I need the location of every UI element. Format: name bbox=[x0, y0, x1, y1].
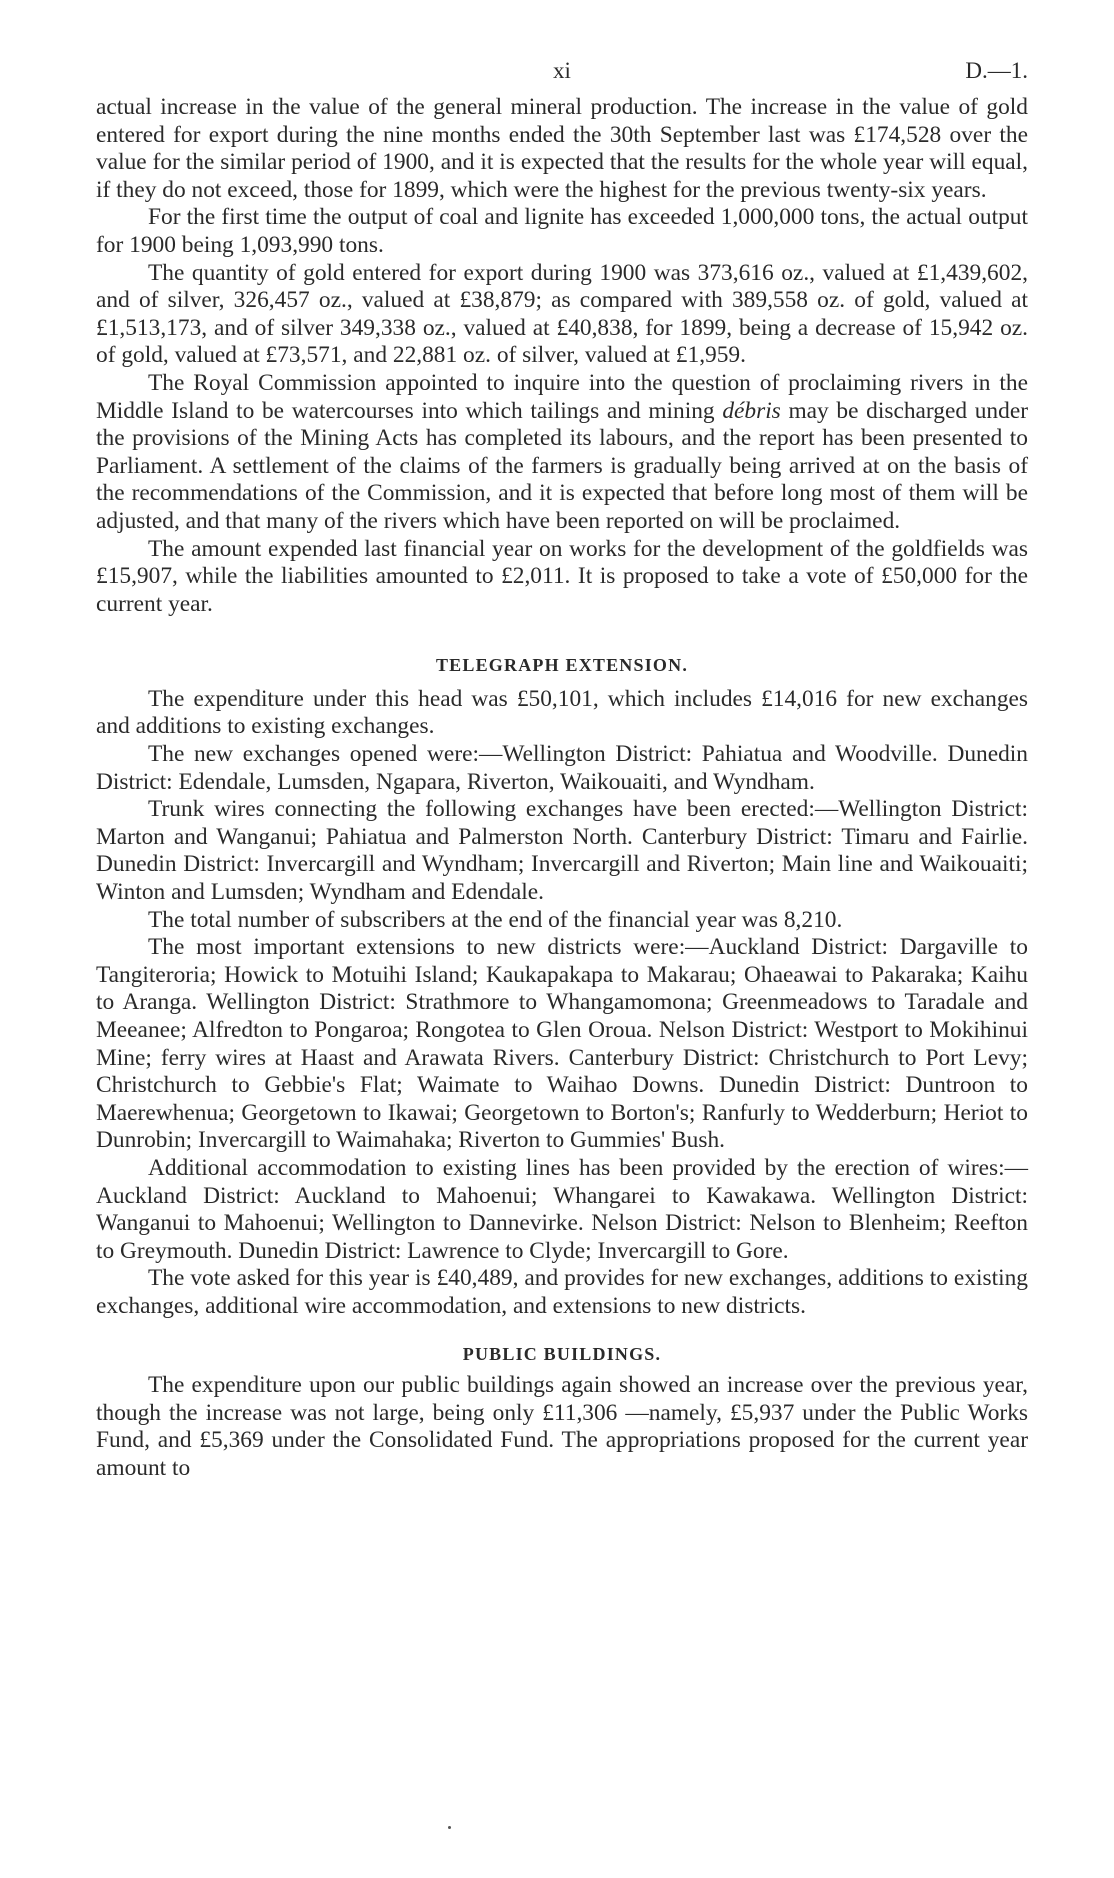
page-header bbox=[96, 58, 1028, 94]
paragraph: The new exchanges opened were:—Wellington District: Pahiatua and Woodville. Dunedin District: Edendale, Lumsden, Ngapara, Riverton, Waikouaiti, and Wyndham. bbox=[96, 741, 1028, 795]
paragraph: Trunk wires connecting the following exchanges have been erected:—Wellington District: Marton and Wanganui; Pahiatua and Palmerston North. Canterbury District: Timaru and Fairlie. Dunedin District: Invercargill and Wyndham; Invercargill and Riverton; Main line and Waikouaiti; Winton and Lumsden; Wyndham and Edendale. bbox=[96, 796, 1028, 906]
paragraph bbox=[96, 370, 1028, 536]
document-page bbox=[96, 58, 1028, 1483]
paragraph-text: may be discharged under the provisions of the Mining Acts has completed its labours, and the report has been presented to Parliament. A settlement of the claims of the farmers is gradually being arrived at on the basis of the recommendations of the Commission, and it is expected that before long most of them will be adjusted, and that many of the rivers which have been reported on will be proclaimed. bbox=[96, 397, 1028, 534]
paragraph: Additional accommodation to existing lines has been provided by the erection of wires:—Auckland District: Auckland to Mahoenui; Whangarei to Kawakawa. Wellington District: Wanganui to Mahoenui; Wellington to Dannevirke. Nelson District: Nelson to Blenheim; Reefton to Greymouth. Dunedin District: Lawrence to Clyde; Invercargill to Gore. bbox=[96, 1154, 1028, 1264]
paragraph: The expenditure under this head was £50,101, which includes £14,016 for new exchanges and additions to existing exchanges. bbox=[96, 685, 1028, 740]
document-reference: D.—1. bbox=[965, 58, 1028, 83]
mining-section bbox=[96, 94, 1028, 618]
paragraph: The total number of subscribers at the end of the financial year was 8,210. bbox=[148, 906, 843, 933]
page-body bbox=[96, 94, 1028, 1483]
public-buildings-section bbox=[96, 1372, 1028, 1482]
italic-term: débris bbox=[722, 397, 781, 424]
page-number: xi bbox=[553, 58, 571, 83]
paragraph: The expenditure upon our public buildings again showed an increase over the previous year, though the increase was not large, being only £11,306 —namely, £5,937 under the Public Works Fund, and £5,369 under the Consolidated Fund. The appropriations proposed for the current year amount to bbox=[96, 1372, 1028, 1481]
paragraph: The vote asked for this year is £40,489, and provides for new exchanges, additions to existing exchanges, additional wire accommodation, and extensions to new districts. bbox=[96, 1265, 1028, 1319]
paragraph: actual increase in the value of the general mineral production. The increase in the value of gold entered for export during the nine months ended the 30th September last was £174,528 over the value for the similar period of 1900, and it is expected that the results for the whole year will equal, if they do not exceed, those for 1899, which were the highest for the previous twenty-six years. bbox=[96, 94, 1028, 203]
printer-mark bbox=[448, 1826, 451, 1829]
section-heading-telegraph: TELEGRAPH EXTENSION. bbox=[435, 655, 689, 676]
paragraph-text: The Royal Commission appointed to inquire into the question of proclaiming rivers in the Middle Island to be watercourses into which tailings and mining bbox=[96, 369, 1028, 424]
paragraph: For the first time the output of coal and lignite has exceeded 1,000,000 tons, the actual output for 1900 being 1,093,990 tons. bbox=[96, 204, 1028, 258]
paragraph: The most important extensions to new districts were:—Auckland District: Dargaville to Tangiteroria; Howick to Motuihi Island; Kaukapakapa to Makarau; Ohaeawai to Pakaraka; Kaihu to Aranga. Wellington District: Strathmore to Whangamomona; Greenmeadows to Taradale and Meeanee; Alfredton to Pongaroa; Rongotea to Glen Oroua. Nelson District: Westport to Mokihinui Mine; ferry wires at Haast and Arawata Rivers. Canterbury District: Christchurch to Port Levy; Christchurch to Gebbie's Flat; Waimate to Waihao Downs. Dunedin District: Duntroon to Maerewhenua; Georgetown to Ikawai; Georgetown to Borton's; Ranfurly to Wedderburn; Heriot to Dunrobin; Invercargill to Waimahaka; Riverton to Gummies' Bush. bbox=[96, 934, 1028, 1154]
telegraph-section bbox=[96, 686, 1028, 1321]
section-heading-public-buildings: PUBLIC BUILDINGS. bbox=[462, 1343, 662, 1364]
paragraph: The quantity of gold entered for export during 1900 was 373,616 oz., valued at £1,439,602, and of silver, 326,457 oz., valued at £38,879; as compared with 389,558 oz. of gold, valued at £1,513,173, and of silver 349,338 oz., valued at £40,838, for 1899, being a decrease of 15,942 oz. of gold, valued at £73,571, and 22,881 oz. of silver, valued at £1,959. bbox=[96, 259, 1028, 369]
paragraph: The amount expended last financial year on works for the development of the goldfields was £15,907, while the liabilities amounted to £2,011. It is proposed to take a vote of £50,000 for the current year. bbox=[96, 535, 1028, 617]
